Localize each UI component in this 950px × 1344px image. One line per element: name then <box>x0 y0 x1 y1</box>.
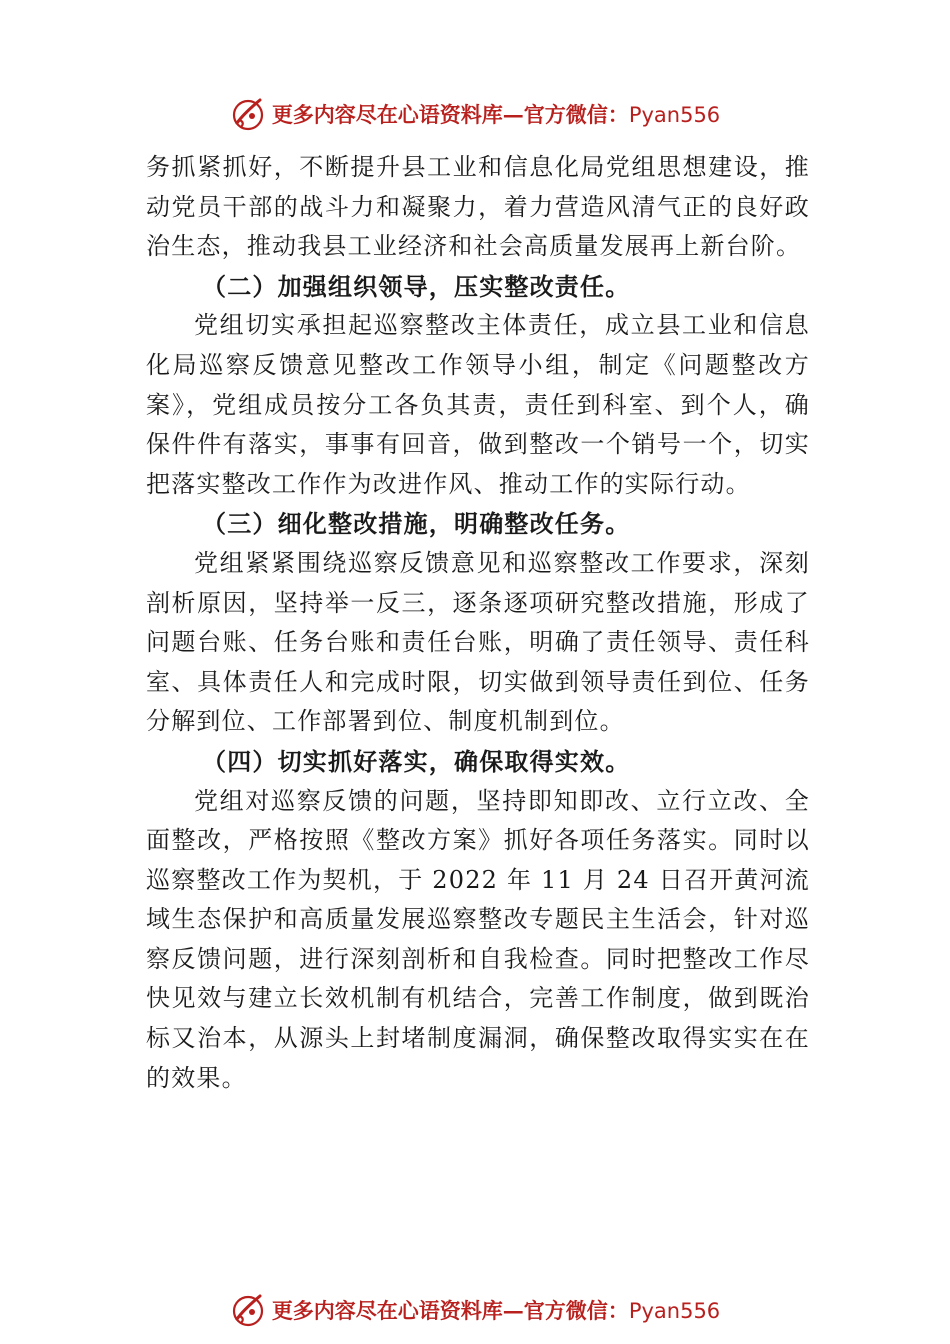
section-heading: （二）加强组织领导，压实整改责任。 <box>202 271 631 301</box>
brush-logo-icon <box>230 96 266 132</box>
document-body <box>146 148 810 1098</box>
header-banner <box>0 94 950 134</box>
paragraph: 党组切实承担起巡察整改主体责任，成立县工业和信息化局巡察反馈意见整改工作领导小组，制定《问题整改方案》，党组成员按分工各负其责，责任到科室、到个人，确保件件有落实，事事有回音，做到整改一个销号一个，切实把落实整改工作作为改进作风、推动工作的实际行动。 <box>146 311 810 498</box>
paragraph: 党组紧紧围绕巡察反馈意见和巡察整改工作要求，深刻剖析原因，坚持举一反三，逐条逐项研究整改措施，形成了问题台账、任务台账和责任台账，明确了责任领导、责任科室、具体责任人和完成时限，切实做到领导责任到位、任务分解到位、工作部署到位、制度机制到位。 <box>146 548 810 736</box>
banner-text: 更多内容尽在心语资料库—官方微信：Pyan556 <box>271 1298 721 1323</box>
section-heading: （四）切实抓好落实，确保取得实效。 <box>202 746 631 776</box>
footer-banner <box>0 1290 950 1330</box>
section-heading: （三）细化整改措施，明确整改任务。 <box>202 509 631 539</box>
paragraph: 党组对巡察反馈的问题，坚持即知即改、立行立改、全面整改，严格按照《整改方案》抓好各项任务落实。同时以 巡察整改工作为契机，于 2022 年 11 月 24 日召开黄河流域生态保护和高质量发展巡察整改专题民主生活会，针对巡察反馈问题，进行深刻剖析和自我检查。同时把整改工作尽快见效与建立长效机制有机结合，完善工作制度，做到既治标又治本，从源头上封堵制度漏洞，确保整改取得实实在在的效果。 <box>146 786 810 1092</box>
banner-text: 更多内容尽在心语资料库—官方微信：Pyan556 <box>271 102 721 127</box>
paragraph: 务抓紧抓好，不断提升县工业和信息化局党组思想建设，推动党员干部的战斗力和凝聚力，着力营造风清气正的良好政治生态，推动我县工业经济和社会高质量发展再上新台阶。 <box>146 153 810 261</box>
brush-logo-icon <box>230 1292 266 1328</box>
